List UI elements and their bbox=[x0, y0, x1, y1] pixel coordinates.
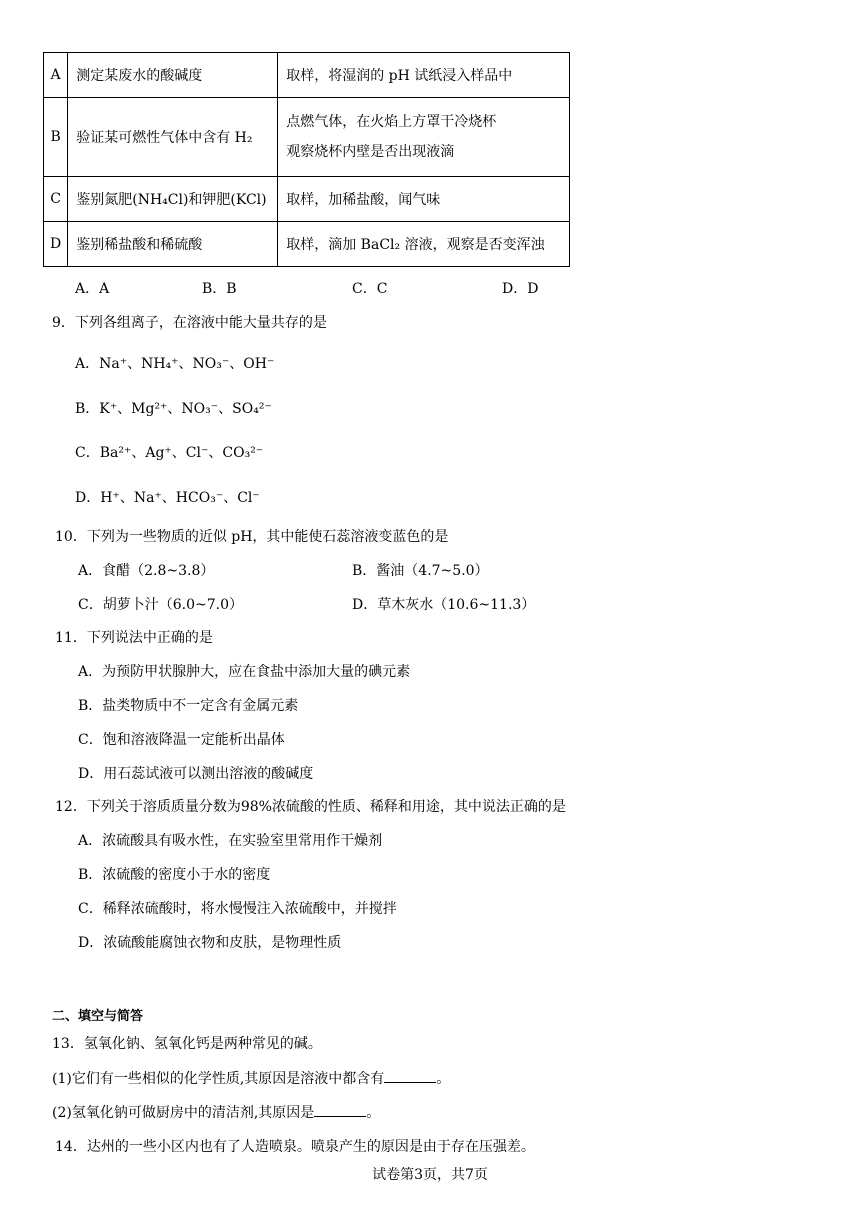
q13-sub1-end: 。 bbox=[436, 1071, 451, 1087]
q13-sub2 bbox=[52, 1102, 380, 1122]
row-label: C bbox=[44, 177, 68, 222]
row-method: 取样，加稀盐酸，闻气味 bbox=[278, 177, 570, 222]
row-purpose: 鉴别稀盐酸和稀硫酸 bbox=[68, 222, 278, 267]
q9-option-d: D．H⁺、Na⁺、HCO₃⁻、Cl⁻ bbox=[75, 490, 260, 506]
table-row bbox=[44, 53, 570, 98]
q11-option-d: D．用石蕊试液可以测出溶液的酸碱度 bbox=[78, 766, 314, 782]
row-method-line: 点燃气体，在火焰上方罩干冷烧杯 bbox=[286, 114, 497, 130]
q8-option-c: C．C bbox=[352, 281, 388, 297]
q12-option-c: C．稀释浓硫酸时，将水慢慢注入浓硫酸中，并搅拌 bbox=[78, 901, 397, 917]
q11-option-a: A．为预防甲状腺肿大，应在食盐中添加大量的碘元素 bbox=[78, 664, 411, 680]
row-label: B bbox=[44, 98, 68, 177]
experiment-table bbox=[43, 52, 570, 267]
q12-option-d: D．浓硫酸能腐蚀衣物和皮肤，是物理性质 bbox=[78, 935, 342, 951]
q12-stem: 12．下列关于溶质质量分数为98%浓硫酸的性质、稀释和用途，其中说法正确的是 bbox=[55, 799, 566, 815]
q8-option-d: D．D bbox=[502, 281, 539, 297]
row-method bbox=[278, 98, 570, 177]
q13-sub2-text: (2)氢氧化钠可做厨房中的清洁剂,其原因是 bbox=[52, 1105, 315, 1121]
q13-sub1-text: (1)它们有一些相似的化学性质,其原因是溶液中都含有 bbox=[52, 1071, 385, 1087]
row-label: A bbox=[44, 53, 68, 98]
table-row bbox=[44, 98, 570, 177]
q14-stem: 14．达州的一些小区内也有了人造喷泉。喷泉产生的原因是由于存在压强差。 bbox=[55, 1139, 535, 1155]
q11-stem: 11．下列说法中正确的是 bbox=[55, 630, 213, 646]
row-method: 取样，滴加 BaCl₂ 溶液，观察是否变浑浊 bbox=[278, 222, 570, 267]
row-purpose: 测定某废水的酸碱度 bbox=[68, 53, 278, 98]
q9-stem: 9．下列各组离子，在溶液中能大量共存的是 bbox=[52, 315, 327, 331]
q9-option-a: A．Na⁺、NH₄⁺、NO₃⁻、OH⁻ bbox=[75, 356, 275, 372]
row-purpose: 鉴别氮肥(NH₄Cl)和钾肥(KCl) bbox=[68, 177, 278, 222]
row-purpose: 验证某可燃性气体中含有 H₂ bbox=[68, 98, 278, 177]
page-footer: 试卷第3页，共7页 bbox=[372, 1167, 488, 1183]
table-row bbox=[44, 222, 570, 267]
q12-option-b: B．浓硫酸的密度小于水的密度 bbox=[78, 867, 271, 883]
section-heading: 二、填空与简答 bbox=[52, 1009, 144, 1024]
answer-blank[interactable] bbox=[384, 1068, 436, 1083]
q8-option-a: A．A bbox=[75, 281, 110, 297]
q13-stem: 13．氢氧化钠、氢氧化钙是两种常见的碱。 bbox=[52, 1036, 322, 1052]
q13-sub2-end: 。 bbox=[366, 1105, 381, 1121]
q10-stem: 10．下列为一些物质的近似 pH，其中能使石蕊溶液变蓝色的是 bbox=[55, 529, 449, 545]
row-method: 取样，将湿润的 pH 试纸浸入样品中 bbox=[278, 53, 570, 98]
q11-option-b: B．盐类物质中不一定含有金属元素 bbox=[78, 698, 299, 714]
q10-option-c: C．胡萝卜汁（6.0~7.0） bbox=[78, 597, 243, 613]
table-row bbox=[44, 177, 570, 222]
q9-option-c: C．Ba²⁺、Ag⁺、Cl⁻、CO₃²⁻ bbox=[75, 445, 264, 461]
q11-option-c: C．饱和溶液降温一定能析出晶体 bbox=[78, 732, 285, 748]
q12-option-a: A．浓硫酸具有吸水性，在实验室里常用作干燥剂 bbox=[78, 833, 383, 849]
answer-blank[interactable] bbox=[314, 1102, 366, 1117]
q10-option-d: D．草木灰水（10.6~11.3） bbox=[352, 597, 536, 613]
row-method-line: 观察烧杯内壁是否出现液滴 bbox=[286, 144, 455, 160]
q8-option-b: B．B bbox=[202, 281, 237, 297]
q13-sub1 bbox=[52, 1068, 450, 1088]
q10-option-b: B．酱油（4.7~5.0） bbox=[352, 563, 489, 579]
q8-options bbox=[0, 278, 860, 298]
q10-option-a: A．食醋（2.8~3.8） bbox=[78, 563, 215, 579]
q9-option-b: B．K⁺、Mg²⁺、NO₃⁻、SO₄²⁻ bbox=[75, 401, 272, 417]
row-label: D bbox=[44, 222, 68, 267]
